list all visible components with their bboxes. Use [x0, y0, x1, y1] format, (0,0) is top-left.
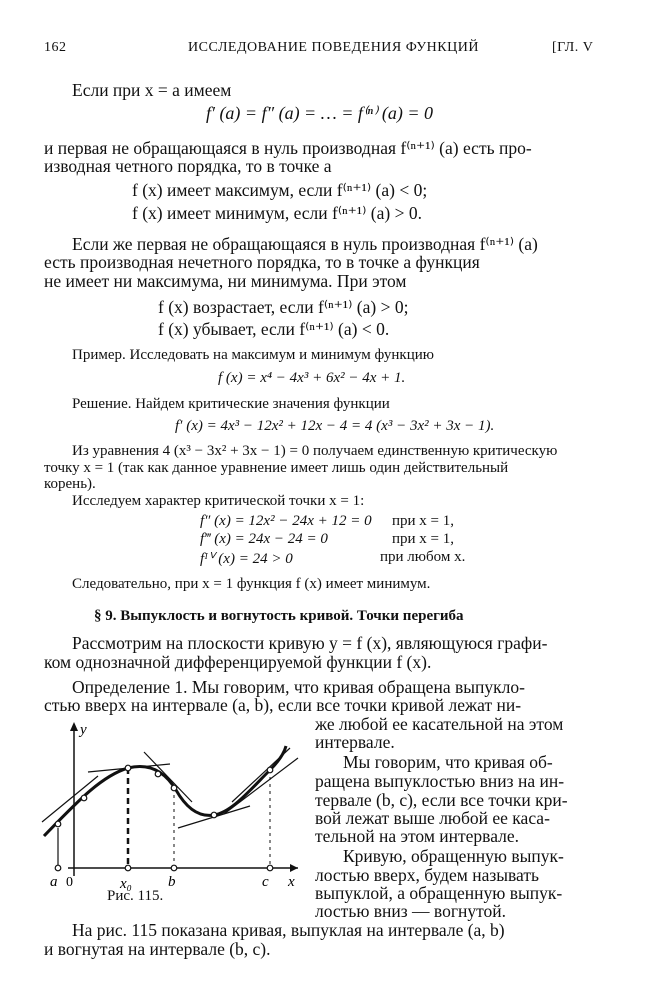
figure-caption: Рис. 115. — [107, 888, 164, 904]
solution-label: Решение. Найдем критические значения функции — [72, 396, 390, 412]
block2-line1: Если же первая не обращающаяся в нуль производная f⁽ⁿ⁺¹⁾ (a) — [72, 234, 538, 254]
definition-line3: же любой ее касательной на этом — [315, 714, 564, 734]
label-a: a — [50, 874, 58, 890]
block2-condition-increasing: f (x) возрастает, если f⁽ⁿ⁺¹⁾ (a) > 0; — [158, 297, 409, 317]
terminology-line1: Кривую, обращенную выпук- — [343, 846, 564, 866]
solution-text1: Из уравнения 4 (x³ − 3x² + 3x − 1) = 0 получаем единственную критическую — [72, 443, 558, 459]
label-x0: x₀ — [120, 876, 132, 892]
figure-reference-line1: На рис. 115 показана кривая, выпуклая на интервале (a, b) — [72, 920, 505, 940]
block1-line2: и первая не обращающаяся в нуль производная f⁽ⁿ⁺¹⁾ (a) есть про- — [44, 138, 532, 158]
point-1 — [81, 795, 87, 801]
block1-condition-max: f (x) имеет максимум, если f⁽ⁿ⁺¹⁾ (a) < 0; — [132, 180, 428, 200]
definition-line2: стью вверх на интервале (a, b), если все точки кривой лежат ни- — [44, 695, 522, 715]
convex-down-line1: Мы говорим, что кривая об- — [343, 752, 553, 772]
example-function: f (x) = x⁴ − 4x³ + 6x² − 4x + 1. — [218, 370, 406, 386]
section-p1-line2: ком однозначной дифференцируемой функции f (x). — [44, 652, 432, 672]
definition-line1: Определение 1. Мы говорим, что кривая обращена выпукло- — [72, 677, 525, 697]
third-derivative: f‴ (x) = 24x − 24 = 0 — [200, 531, 328, 547]
convex-down-line2: ращена выпуклостью вниз на ин- — [315, 771, 565, 791]
example-conclusion: Следовательно, при x = 1 функция f (x) имеет минимум. — [72, 576, 431, 592]
convex-down-line3: тервале (b, c), если все точки кри- — [315, 790, 568, 810]
block2-condition-decreasing: f (x) убывает, если f⁽ⁿ⁺¹⁾ (a) < 0. — [158, 319, 390, 339]
fourth-derivative: fᴵⱽ (x) = 24 > 0 — [200, 551, 293, 567]
block1-line3: изводная четного порядка, то в точке a — [44, 156, 332, 176]
tangent-1 — [42, 776, 98, 822]
y-axis-arrow — [70, 722, 78, 731]
tangent-5 — [224, 758, 298, 814]
point-b — [171, 785, 177, 791]
point-2 — [155, 771, 161, 777]
point-c — [267, 767, 273, 773]
axis-point-b — [171, 865, 177, 871]
fourth-derivative-condition: при любом x. — [380, 549, 466, 565]
running-title: ИССЛЕДОВАНИЕ ПОВЕДЕНИЯ ФУНКЦИЙ — [188, 40, 479, 55]
tangent-6 — [232, 748, 290, 802]
block2-line2: есть производная нечетного порядка, то в точке a функция — [44, 252, 480, 272]
figure-reference-line2: и вогнутая на интервале (b, c). — [44, 939, 271, 959]
solution-text4: Исследуем характер критической точки x = 1: — [72, 493, 365, 509]
solution-text2: точку x = 1 (так как данное уравнение имеет лишь один действительный — [44, 460, 509, 476]
point-a — [55, 821, 61, 827]
axis-point-a — [55, 865, 61, 871]
terminology-line4: лостью вниз — вогнутой. — [315, 901, 507, 921]
example-label: Пример. Исследовать на максимум и минимум функцию — [72, 347, 434, 363]
label-x: x — [288, 874, 295, 890]
section-p1-line1: Рассмотрим на плоскости кривую y = f (x), являющуюся графи- — [72, 633, 548, 653]
axis-point-c — [267, 865, 273, 871]
solution-text3: корень). — [44, 476, 96, 492]
second-derivative-condition: при x = 1, — [392, 513, 455, 529]
terminology-line3: выпуклой, а обращенную выпук- — [315, 883, 563, 903]
block1-intro: Если при x = a имеем — [72, 80, 232, 100]
label-origin: 0 — [66, 875, 73, 890]
third-derivative-condition: при x = 1, — [392, 531, 455, 547]
convex-down-line5: тельной на этом интервале. — [315, 826, 520, 846]
label-c: c — [262, 874, 269, 890]
axis-point-x0 — [125, 865, 131, 871]
convex-down-line4: вой лежат выше любой ее каса- — [315, 808, 550, 828]
block2-line3: не имеет ни максимума, ни минимума. При этом — [44, 271, 407, 291]
label-b: b — [168, 874, 176, 890]
page-number: 162 — [44, 40, 67, 55]
block1-condition-min: f (x) имеет минимум, если f⁽ⁿ⁺¹⁾ (a) > 0. — [132, 203, 422, 223]
point-3 — [211, 812, 217, 818]
block1-derivs-equation: f′ (a) = f″ (a) = … = f⁽ⁿ⁾ (a) = 0 — [206, 103, 434, 123]
tangent-3 — [144, 752, 192, 802]
solution-derivative: f′ (x) = 4x³ − 12x² + 12x − 4 = 4 (x³ − 3x² + 3x − 1). — [175, 418, 495, 434]
label-y: y — [80, 722, 87, 738]
terminology-line2: лостью вверх, будем называть — [315, 865, 539, 885]
point-x0 — [125, 765, 131, 771]
figure-115 — [36, 718, 306, 908]
chapter-marker: [ГЛ. V — [552, 40, 594, 55]
definition-line4: интервале. — [315, 732, 395, 752]
x-axis-arrow — [290, 864, 298, 872]
second-derivative: f″ (x) = 12x² − 24x + 12 = 0 — [200, 513, 372, 529]
section-title: § 9. Выпуклость и вогнутость кривой. Точки перегиба — [94, 608, 464, 624]
